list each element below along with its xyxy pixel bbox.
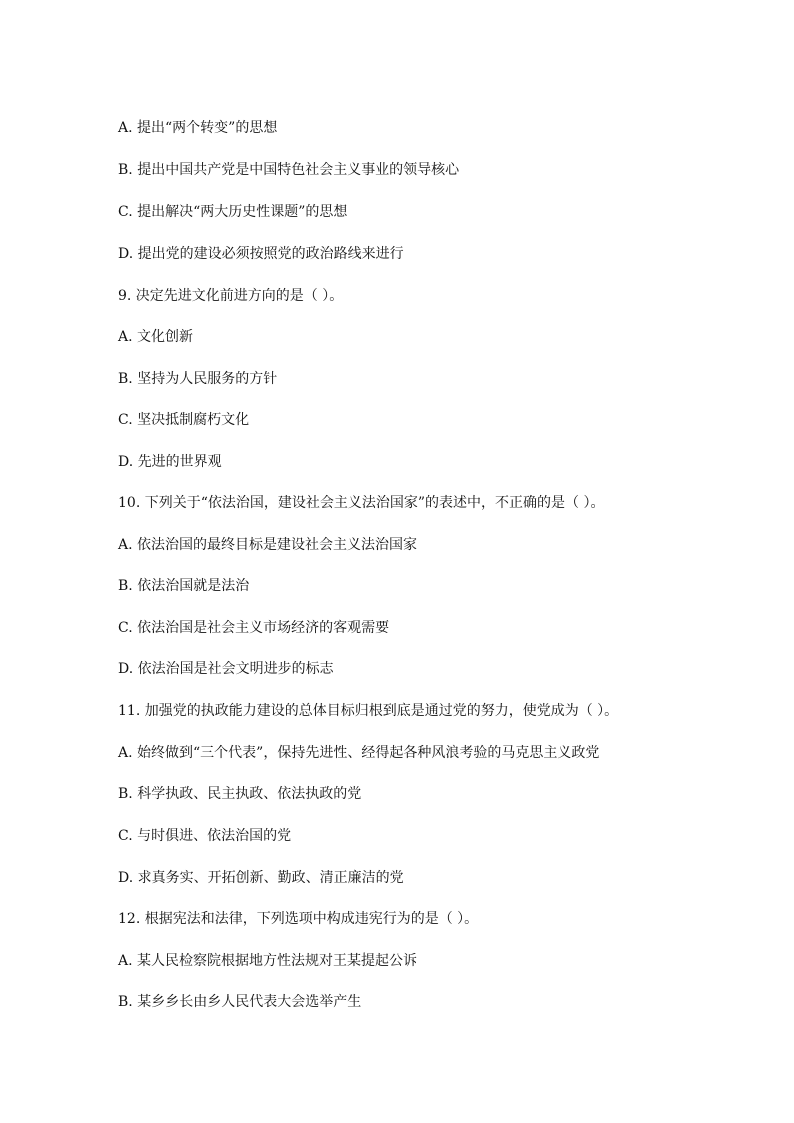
option-12b: B. 某乡乡长由乡人民代表大会选举产生 xyxy=(118,994,362,1010)
option-8c: C. 提出解决“两大历史性课题”的思想 xyxy=(118,204,348,220)
option-9a: A. 文化创新 xyxy=(118,329,194,345)
question-11: 11. 加强党的执政能力建设的总体目标归根到底是通过党的努力，使党成为（ ）。 xyxy=(118,703,619,719)
option-8a: A. 提出“两个转变”的思想 xyxy=(118,120,278,136)
option-9c: C. 坚决抵制腐朽文化 xyxy=(118,412,250,428)
option-10d: D. 依法治国是社会文明进步的标志 xyxy=(118,661,334,677)
question-10: 10. 下列关于“依法治国，建设社会主义法治国家”的表述中，不正确的是（ ）。 xyxy=(118,495,605,511)
question-12: 12. 根据宪法和法律，下列选项中构成违宪行为的是（ ）。 xyxy=(118,911,479,927)
option-8b: B. 提出中国共产党是中国特色社会主义事业的领导核心 xyxy=(118,162,460,178)
option-9b: B. 坚持为人民服务的方针 xyxy=(118,371,278,387)
option-10a: A. 依法治国的最终目标是建设社会主义法治国家 xyxy=(118,537,418,553)
option-10b: B. 依法治国就是法治 xyxy=(118,578,250,594)
option-11b: B. 科学执政、民主执政、依法执政的党 xyxy=(118,786,362,802)
option-11d: D. 求真务实、开拓创新、勤政、清正廉洁的党 xyxy=(118,870,404,886)
option-10c: C. 依法治国是社会主义市场经济的客观需要 xyxy=(118,620,390,636)
option-9d: D. 先进的世界观 xyxy=(118,454,222,470)
option-11c: C. 与时俱进、依法治国的党 xyxy=(118,828,292,844)
option-8d: D. 提出党的建设必须按照党的政治路线来进行 xyxy=(118,246,404,262)
option-11a: A. 始终做到“三个代表”，保持先进性、经得起各种风浪考验的马克思主义政党 xyxy=(118,745,600,761)
option-12a: A. 某人民检察院根据地方性法规对王某提起公诉 xyxy=(118,953,418,969)
question-9: 9. 决定先进文化前进方向的是（ ）。 xyxy=(118,288,344,304)
